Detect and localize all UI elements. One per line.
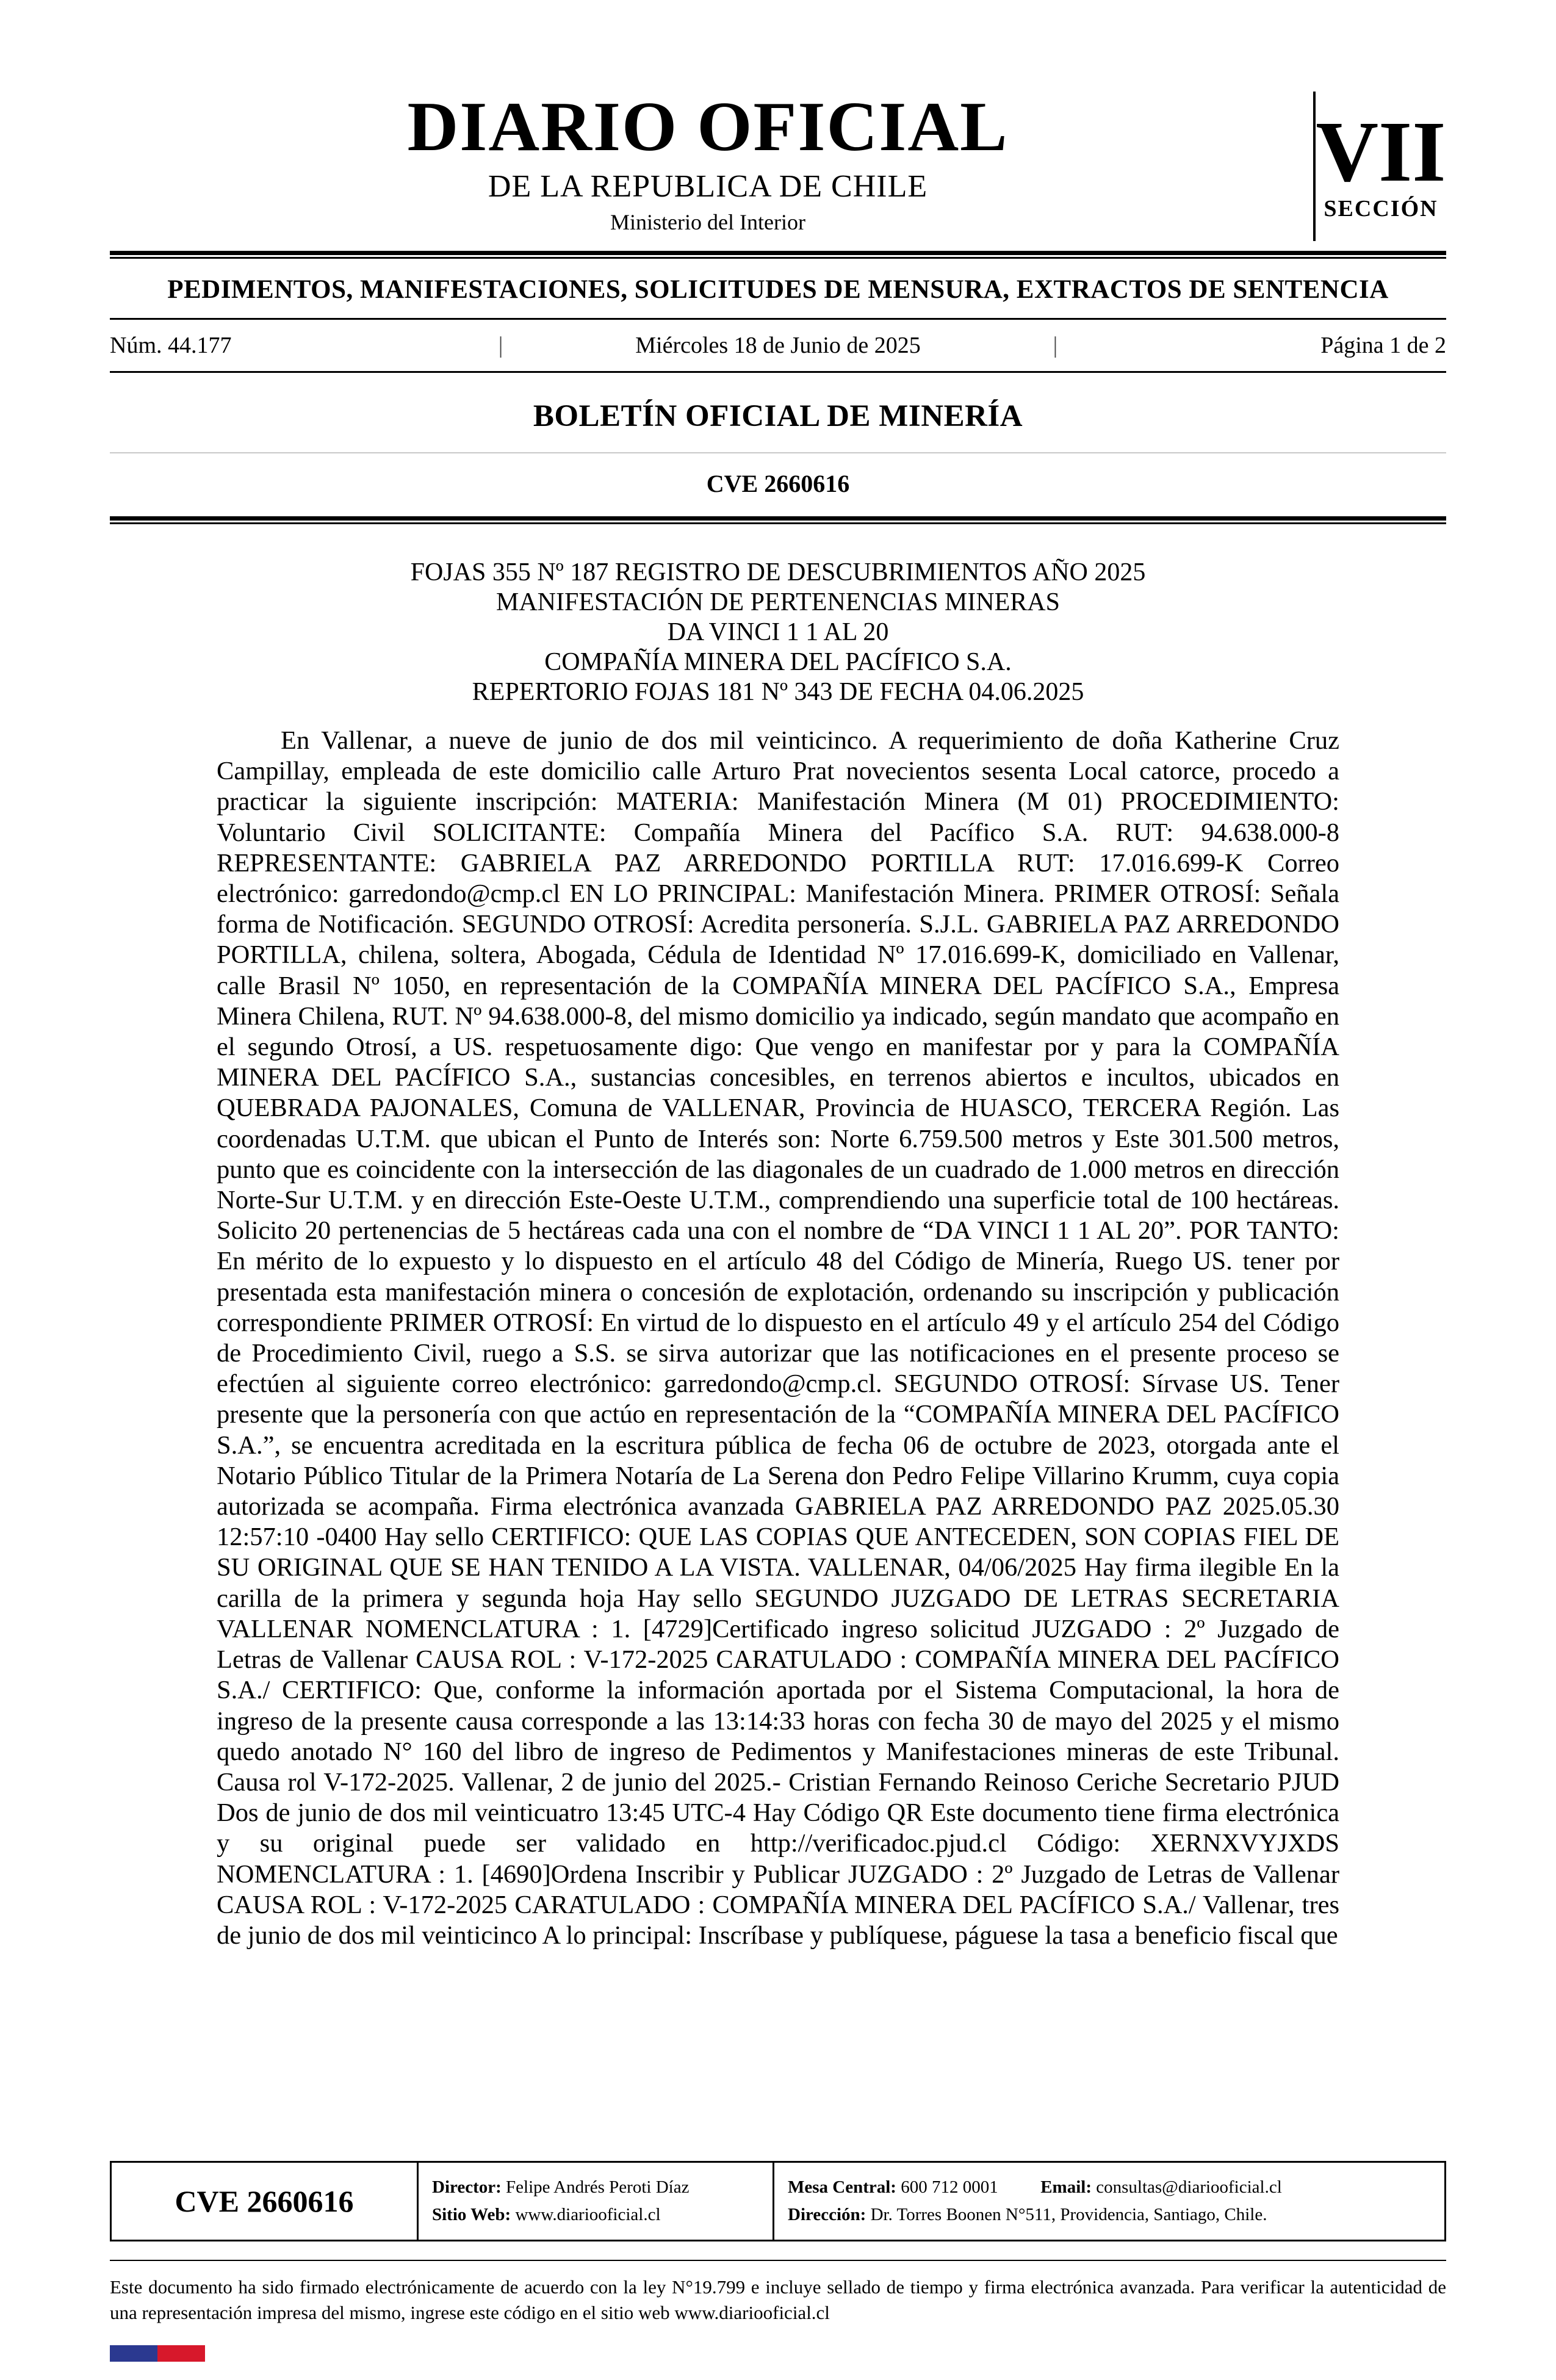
signature-flag-bar <box>110 2345 205 2362</box>
ministry-line: Ministerio del Interior <box>610 210 805 234</box>
notice-heading-line: MANIFESTACIÓN DE PERTENENCIAS MINERAS <box>496 588 1060 616</box>
email-label: Email: <box>1040 2177 1092 2198</box>
issue-separator-right: | <box>1053 333 1058 358</box>
contact-line <box>788 2174 1431 2201</box>
mesa-central-value: 600 712 0001 <box>901 2177 998 2198</box>
gazette-title: DIARIO OFICIAL <box>407 88 1009 166</box>
address-label: Dirección: <box>788 2205 866 2224</box>
bulletin-light-rule <box>110 452 1446 453</box>
section-label: SECCIÓN <box>1324 195 1438 222</box>
issue-line <box>110 320 1446 371</box>
masthead-double-rule <box>110 251 1446 259</box>
issue-number: Núm. 44.177 <box>110 333 232 358</box>
site-line <box>432 2201 759 2229</box>
director-value: Felipe Andrés Peroti Díaz <box>506 2177 690 2198</box>
director-label: Director: <box>432 2177 502 2198</box>
issue-separator-left: | <box>498 333 503 358</box>
section-numeral: VII <box>1316 103 1446 200</box>
site-label: Sitio Web: <box>432 2205 511 2224</box>
section-box <box>1313 92 1446 241</box>
notice-heading-line: COMPAÑÍA MINERA DEL PACÍFICO S.A. <box>544 648 1012 676</box>
notice-body-text: En Vallenar, a nueve de junio de dos mil veinticinco. A requerimiento de doña Katherine Cruz Campillay, empleada de este domicilio calle Arturo Prat novecientos sesenta Local catorce, procedo a practicar la siguiente inscripción: MATERIA: Manifestación Minera (M 01) PROCEDIMIENTO: Voluntario Civil SOLICITANTE: Compañía Minera del Pacífico S.A. RUT: 94.638.000-8 REPRESENTANTE: GABRIELA PAZ ARREDONDO PORTILLA RUT: 17.016.699-K Correo electrónico: garredondo@cmp.cl EN LO PRINCIPAL: Manifestación Minera. PRIMER OTROSÍ: Señala forma de Notificación. SEGUNDO OTROSÍ: Acredita personería. S.J.L. GABRIELA PAZ ARREDONDO PORTILLA, chilena, soltera, Abogada, Cédula de Identidad Nº 17.016.699-K, domiciliado en Vallenar, calle Brasil Nº 1050, en representación de la COMPAÑÍA MINERA DEL PACÍFICO S.A., Empresa Minera Chilena, RUT. Nº 94.638.000-8, del mismo domicilio ya indicado, según mandato que acompaño en el segundo Otrosí, a US. respetuosamente digo: Que vengo en manifestar por y para la COMPAÑÍA MINERA DEL PACÍFICO S.A., sustancias concesibles, en terrenos abiertos e incultos, ubicados en QUEBRADA PAJONALES, Comuna de VALLENAR, Provincia de HUASCO, TERCERA Región. Las coordenadas U.T.M. que ubican el Punto de Interés son: Norte 6.759.500 metros y Este 301.500 metros, punto que es coincidente con la intersección de las diagonales de un cuadrado de 1.000 metros en dirección Norte-Sur U.T.M. y en dirección Este-Oeste U.T.M., comprendiendo una superficie total de 100 hectáreas. Solicito 20 pertenencias de 5 hectáreas cada una con el nombre de “DA VINCI 1 1 AL 20”. POR TANTO: En mérito de lo expuesto y lo dispuesto en el artículo 48 del Código de Minería, Ruego US. tener por presentada esta manifestación minera o concesión de explotación, ordenando su inscripción y publicación correspondiente PRIMER OTROSÍ: En virtud de lo dispuesto en el artículo 49 y el artículo 254 del Código de Procedimiento Civil, ruego a S.S. se sirva autorizar que las notificaciones en el presente proceso se efectúen al siguiente correo electrónico: garredondo@cmp.cl. SEGUNDO OTROSÍ: Sírvase US. Tener presente que la personería con que actúo en representación de la “COMPAÑÍA MINERA DEL PACÍFICO S.A.”, se encuentra acreditada en la escritura pública de fecha 06 de octubre de 2023, otorgada ante el Notario Público Titular de la Primera Notaría de La Serena don Pedro Felipe Villarino Krumm, cuya copia autorizada se acompaña. Firma electrónica avanzada GABRIELA PAZ ARREDONDO PAZ 2025.05.30 12:57:10 -0400 Hay sello CERTIFICO: QUE LAS COPIAS QUE ANTECEDEN, SON COPIAS FIEL DE SU ORIGINAL QUE SE HAN TENIDO A LA VISTA. VALLENAR, 04/06/2025 Hay firma ilegible En la carilla de la primera y segunda hoja Hay sello SEGUNDO JUZGADO DE LETRAS SECRETARIA VALLENAR NOMENCLATURA : 1. [4729]Certificado ingreso solicitud JUZGADO : 2º Juzgado de Letras de Vallenar CAUSA ROL : V-172-2025 CARATULADO : COMPAÑÍA MINERA DEL PACÍFICO S.A./ CERTIFICO: Que, conforme la información aportada por el Sistema Computacional, la hora de ingreso de la presente causa corresponde a las 13:14:33 horas con fecha 30 de mayo del 2025 y el mismo quedo anotado N° 160 del libro de ingreso de Pedimentos y Manifestaciones mineras de este Tribunal. Causa rol V-172-2025. Vallenar, 2 de junio del 2025.- Cristian Fernando Reinoso Ceriche Secretario PJUD Dos de junio de dos mil veinticuatro 13:45 UTC-4 Hay Código QR Este documento tiene firma electrónica y su original puede ser validado en http://verificadoc.pjud.cl Código: XERNXVYJXDS NOMENCLATURA : 1. [4690]Ordena Inscribir y Publicar JUZGADO : 2º Juzgado de Letras de Vallenar CAUSA ROL : V-172-2025 CARATULADO : COMPAÑÍA MINERA DEL PACÍFICO S.A./ Vallenar, tres de junio de dos mil veinticinco A lo principal: Inscríbase y publíquese, páguese la tasa a beneficio fiscal que <box>217 726 1339 1950</box>
email-value: consultas@diariooficial.cl <box>1096 2177 1282 2198</box>
gazette-subtitle: DE LA REPUBLICA DE CHILE <box>488 169 928 204</box>
footer-info-box <box>110 2161 1446 2241</box>
notice-heading-line: DA VINCI 1 1 AL 20 <box>667 618 889 646</box>
flag-red-segment <box>157 2345 205 2362</box>
masthead-left <box>110 88 1446 241</box>
page-footer <box>110 2161 1446 2362</box>
notice-heading-line: FOJAS 355 Nº 187 REGISTRO DE DESCUBRIMIENTOS AÑO 2025 <box>410 558 1146 586</box>
mesa-central-label: Mesa Central: <box>788 2177 896 2198</box>
issue-date: Miércoles 18 de Junio de 2025 <box>635 333 921 358</box>
footer-director-column <box>419 2163 773 2240</box>
footer-contact-column <box>774 2163 1444 2240</box>
bulletin-cve: CVE 2660616 <box>706 470 850 497</box>
legal-notice-text: Este documento ha sido firmado electrónicamente de acuerdo con la ley N°19.799 e incluye sellado de tiempo y firma electrónica avanzada. Para verificar la autenticidad de una representación impresa del mismo, ingrese este código en el sitio web www.diariooficial.cl <box>110 2276 1446 2323</box>
director-line <box>432 2174 759 2201</box>
issue-bottom-rule <box>110 371 1446 373</box>
masthead <box>110 88 1446 241</box>
address-value: Dr. Torres Boonen N°511, Providencia, Santiago, Chile. <box>870 2205 1267 2224</box>
bulletin-double-rule <box>110 516 1446 524</box>
bulletin-title: BOLETÍN OFICIAL DE MINERÍA <box>533 399 1023 433</box>
address-line <box>788 2201 1431 2229</box>
footer-cve: CVE 2660616 <box>175 2184 354 2218</box>
site-value: www.diariooficial.cl <box>515 2205 661 2224</box>
notice-heading-line: REPERTORIO FOJAS 181 Nº 343 DE FECHA 04.06.2025 <box>472 678 1084 706</box>
flag-blue-segment <box>110 2345 157 2362</box>
category-banner: PEDIMENTOS, MANIFESTACIONES, SOLICITUDES DE MENSURA, EXTRACTOS DE SENTENCIA <box>167 275 1389 304</box>
notice-headings <box>110 558 1446 707</box>
mining-notice <box>110 524 1446 1951</box>
legal-top-rule <box>110 2260 1446 2261</box>
page-indicator: Página 1 de 2 <box>1320 333 1447 358</box>
